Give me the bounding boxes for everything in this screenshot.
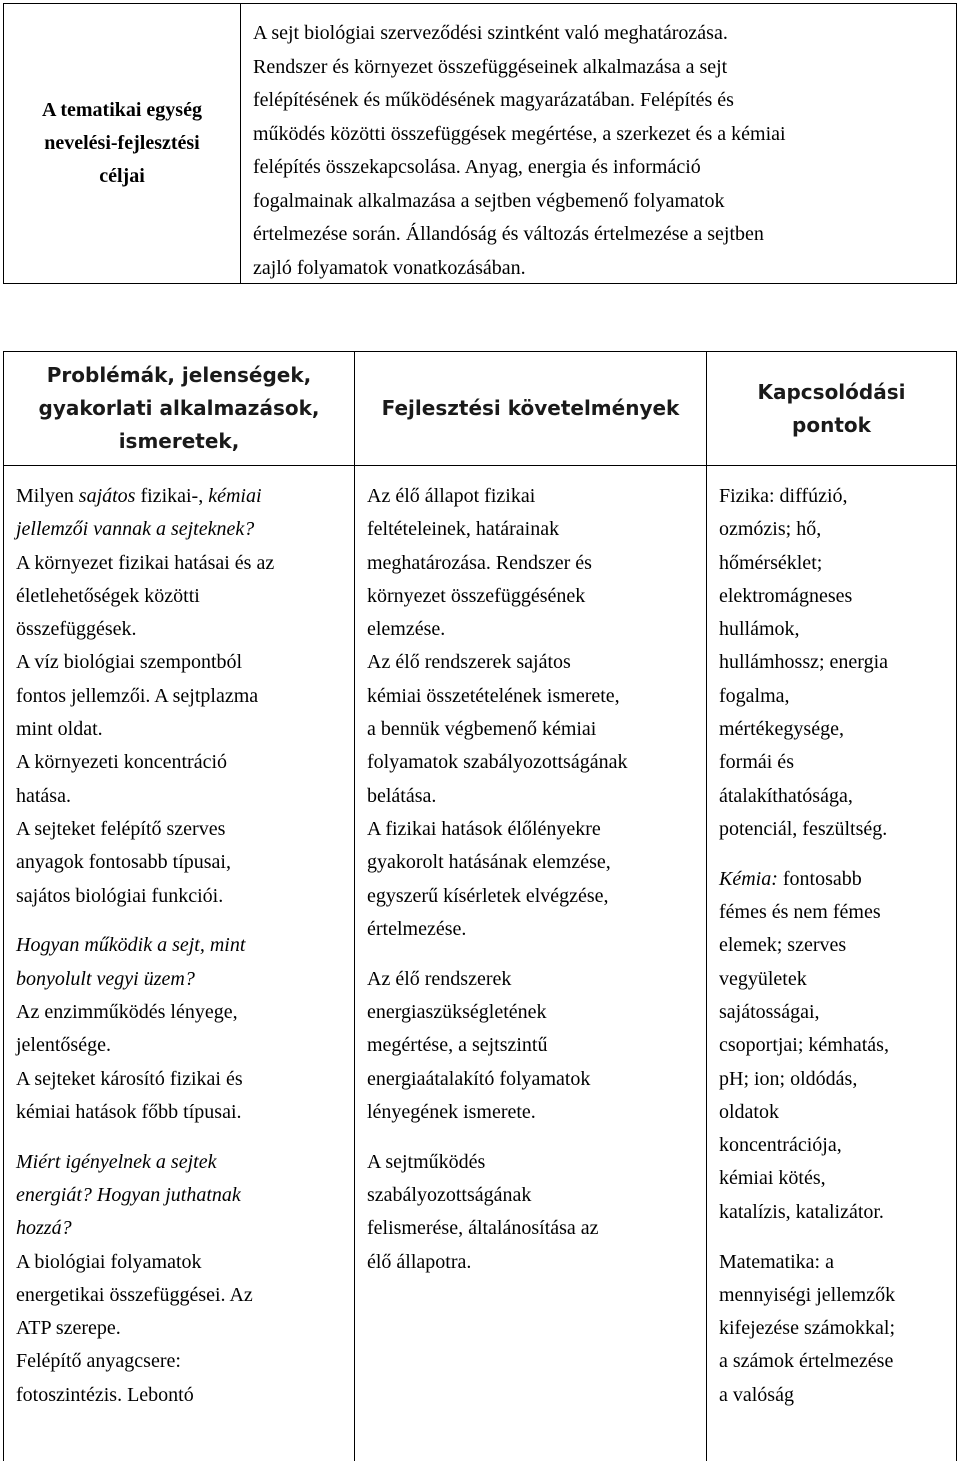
text-line: ATP szerepe.: [16, 1317, 121, 1340]
text-line: egyszerű kísérletek elvégzése,: [367, 884, 609, 907]
text-line: csoportjai; kémhatás,: [719, 1034, 889, 1057]
text-line: oldatok: [719, 1100, 779, 1123]
column-problems: [4, 352, 355, 1461]
goals-text-line: felépítés összekapcsolása. Anyag, energia és információ: [253, 156, 701, 178]
text-line: Az élő rendszerek: [367, 967, 512, 990]
text-line: ozmózis; hő,: [719, 518, 822, 541]
paragraph-gap: [719, 1229, 956, 1246]
text-line: a valóság: [719, 1383, 794, 1406]
requirements-content: [355, 466, 706, 1279]
header-line: Kapcsolódási: [757, 379, 906, 404]
text-line: koncentrációja,: [719, 1134, 842, 1157]
text-line: fotoszintézis. Lebontó: [16, 1383, 194, 1406]
text-line: lényegének ismerete.: [367, 1100, 536, 1123]
text-line: fémes és nem fémes: [719, 901, 881, 924]
text-line: hozzá?: [16, 1217, 72, 1240]
goals-text-cell: [241, 4, 956, 283]
header-problems: [4, 352, 354, 466]
text-line: elektromágneses: [719, 584, 853, 607]
text-line: meghatározása. Rendszer és: [367, 551, 592, 574]
text-line: gyakorolt hatásának elemzése,: [367, 851, 611, 874]
text-line: a bennük végbemenő kémiai: [367, 718, 597, 741]
text-line: [16, 480, 354, 513]
text-line: a számok értelmezése: [719, 1350, 894, 1373]
text-line: A sejtműködés: [367, 1150, 486, 1173]
text-line: hőmérséklet;: [719, 551, 823, 574]
text-line: Az élő rendszerek sajátos: [367, 651, 571, 674]
header-line: gyakorlati alkalmazások,: [38, 396, 320, 420]
goals-label-line: nevelési-fejlesztési: [44, 132, 200, 154]
text-run: kémiai: [208, 485, 262, 507]
text-line: folyamatok szabályozottságának: [367, 751, 628, 774]
text-line: kémiai kötés,: [719, 1167, 826, 1190]
text-line: Matematika: a: [719, 1250, 834, 1273]
text-line: hullámok,: [719, 618, 800, 641]
paragraph-gap: [16, 913, 354, 930]
text-line: anyagok fontosabb típusai,: [16, 851, 231, 874]
text-line: fontos jellemzői. A sejtplazma: [16, 684, 259, 707]
text-line: kifejezése számokkal;: [719, 1317, 896, 1340]
goals-text-line: A sejt biológiai szerveződési szintként való meghatározása.: [253, 22, 728, 44]
text-run: Milyen: [16, 485, 79, 507]
goals-text-line: működés közötti összefüggések megértése, a szerkezet és a kémiai: [253, 122, 786, 145]
curriculum-table: [3, 351, 957, 1461]
text-line: katalízis, katalizátor.: [719, 1200, 884, 1223]
text-line: belátása.: [367, 784, 437, 807]
text-line: A sejteket károsító fizikai és: [16, 1067, 243, 1090]
text-run: fontosabb: [777, 867, 862, 890]
goals-label-line: céljai: [99, 165, 145, 187]
text-line: Miért igényelnek a sejtek: [16, 1150, 217, 1173]
header-line: ismeretek,: [118, 429, 240, 453]
text-line: A víz biológiai szempontból: [16, 651, 243, 674]
text-line: A környezet fizikai hatásai és az: [16, 551, 275, 574]
text-line: értelmezése.: [367, 917, 467, 940]
column-connections: [707, 352, 956, 1461]
text-line: élő állapotra.: [367, 1250, 472, 1273]
text-line: környezet összefüggésének: [367, 584, 586, 607]
header-requirements: [355, 352, 706, 466]
paragraph-gap: [367, 946, 706, 963]
goals-text-line: zajló folyamatok vonatkozásában.: [253, 256, 526, 279]
text-line: feltételeinek, határainak: [367, 518, 560, 541]
text-line: jelentősége.: [16, 1034, 111, 1057]
text-line: megértése, a sejtszintű: [367, 1034, 548, 1057]
text-line: vegyületek: [719, 967, 807, 990]
text-line: Fizika: diffúzió,: [719, 485, 848, 507]
text-line: elemek; szerves: [719, 934, 847, 957]
text-line: összefüggések.: [16, 618, 137, 641]
text-line: A sejteket felépítő szerves: [16, 817, 226, 840]
problems-content: [4, 466, 354, 1412]
text-line: potenciál, feszültség.: [719, 817, 888, 840]
text-line: mértékegysége,: [719, 718, 844, 741]
goals-table: [3, 3, 957, 284]
header-line: Fejlesztési követelmények: [381, 396, 680, 420]
goals-label-cell: [4, 4, 241, 283]
text-run: Kémia:: [719, 867, 778, 890]
text-line: Felépítő anyagcsere:: [16, 1350, 181, 1373]
header-line: Problémák, jelenségek,: [46, 363, 312, 387]
paragraph-gap: [367, 1129, 706, 1146]
text-line: pH; ion; oldódás,: [719, 1067, 858, 1090]
text-run: fizikai-,: [135, 485, 209, 507]
text-line: Az élő állapot fizikai: [367, 485, 536, 507]
text-line: energiaszükségletének: [367, 1000, 547, 1023]
text-run: sajátos: [78, 485, 136, 507]
header-connections: [707, 352, 956, 466]
text-line: felismerése, általánosítása az: [367, 1217, 599, 1240]
column-requirements: [355, 352, 707, 1461]
text-line: energiaátalakító folyamatok: [367, 1067, 591, 1090]
text-line: jellemzői vannak a sejteknek?: [16, 518, 255, 541]
text-line: sajátosságai,: [719, 1000, 820, 1023]
goals-text-line: felépítésének és működésének magyarázatában. Felépítés és: [253, 89, 734, 111]
text-line: átalakíthatósága,: [719, 784, 853, 807]
text-line: kémiai hatások főbb típusai.: [16, 1100, 242, 1123]
text-line: A biológiai folyamatok: [16, 1250, 202, 1273]
text-line: Az enzimműködés lényege,: [16, 1000, 238, 1023]
text-line: mennyiségi jellemzők: [719, 1283, 896, 1306]
text-line: [719, 863, 956, 896]
goals-text-line: értelmezése során. Állandóság és változás értelmezése a sejtben: [253, 223, 764, 245]
connections-content: [707, 466, 956, 1412]
goals-text-line: fogalmainak alkalmazása a sejtben végbemenő folyamatok: [253, 189, 725, 212]
text-line: Hogyan működik a sejt, mint: [16, 934, 246, 957]
goals-text-line: Rendszer és környezet összefüggéseinek alkalmazása a sejt: [253, 55, 728, 78]
text-line: sajátos biológiai funkciói.: [16, 884, 224, 907]
paragraph-gap: [719, 846, 956, 863]
text-line: hullámhossz; energia: [719, 651, 889, 674]
text-line: hatása.: [16, 784, 71, 807]
header-line: pontok: [792, 412, 871, 437]
goals-label-line: A tematikai egység: [42, 99, 202, 121]
text-line: szabályozottságának: [367, 1183, 532, 1206]
text-line: energetikai összefüggései. Az: [16, 1283, 253, 1306]
text-line: A fizikai hatások élőlényekre: [367, 817, 601, 840]
text-line: bonyolult vegyi üzem?: [16, 967, 195, 990]
text-line: elemzése.: [367, 618, 446, 641]
text-line: kémiai összetételének ismerete,: [367, 684, 620, 707]
text-line: formái és: [719, 751, 794, 774]
text-line: mint oldat.: [16, 718, 103, 741]
text-line: A környezeti koncentráció: [16, 751, 228, 774]
text-line: energiát? Hogyan juthatnak: [16, 1183, 241, 1206]
paragraph-gap: [16, 1129, 354, 1146]
text-line: életlehetőségek közötti: [16, 584, 200, 607]
text-line: fogalma,: [719, 684, 790, 707]
